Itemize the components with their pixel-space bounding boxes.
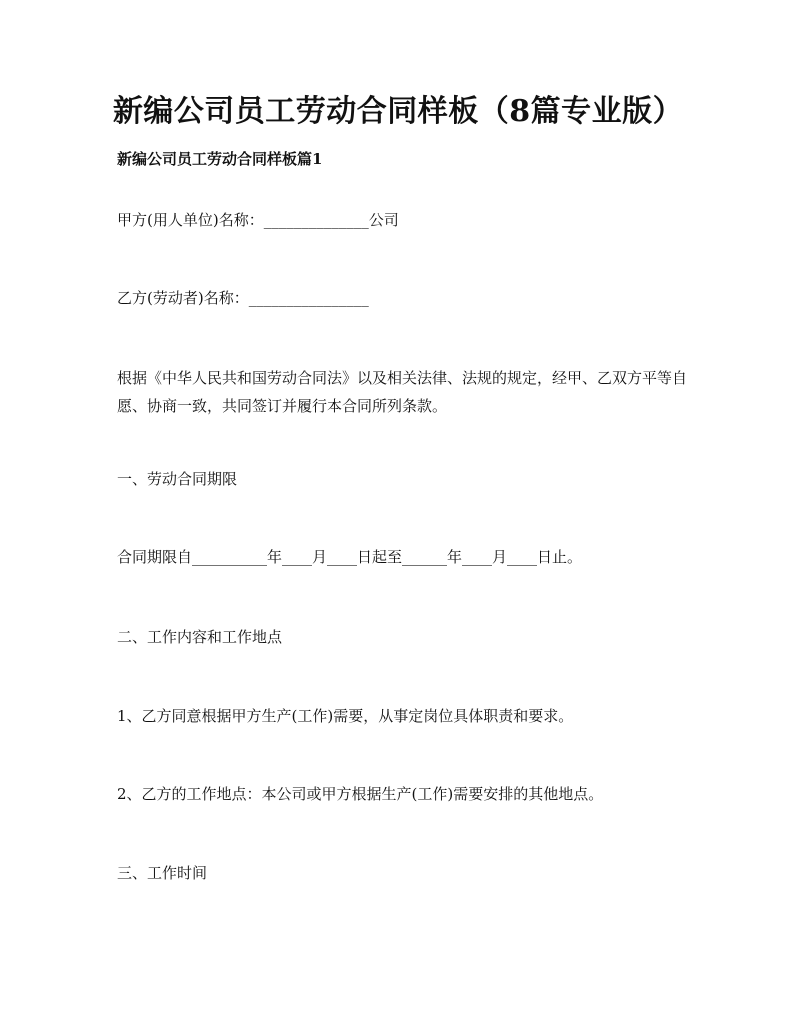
work-content-item-1: 1、乙方同意根据甲方生产(工作)需要，从事定岗位具体职责和要求。 bbox=[117, 707, 574, 725]
section-heading-work-content: 二、工作内容和工作地点 bbox=[117, 628, 283, 646]
section-subtitle: 新编公司员工劳动合同样板篇1 bbox=[117, 150, 323, 168]
section-heading-work-hours: 三、工作时间 bbox=[117, 864, 208, 882]
section-heading-contract-term: 一、劳动合同期限 bbox=[117, 470, 238, 488]
preamble-paragraph: 根据《中华人民共和国劳动合同法》以及相关法律、法规的规定，经甲、乙双方平等自愿、协商一致，共同签订并履行本合同所列条款。 bbox=[117, 369, 688, 415]
party-b-name-line: 乙方(劳动者)名称：________________ bbox=[117, 289, 369, 307]
contract-term-line: 合同期限自__________年____月____日起至______年____月____日止。 bbox=[117, 548, 583, 566]
document-title: 新编公司员工劳动合同样板（8篇专业版） bbox=[112, 94, 684, 129]
party-a-name-line: 甲方(用人单位)名称：______________公司 bbox=[117, 211, 399, 229]
work-content-item-2: 2、乙方的工作地点：本公司或甲方根据生产(工作)需要安排的其他地点。 bbox=[117, 785, 604, 803]
